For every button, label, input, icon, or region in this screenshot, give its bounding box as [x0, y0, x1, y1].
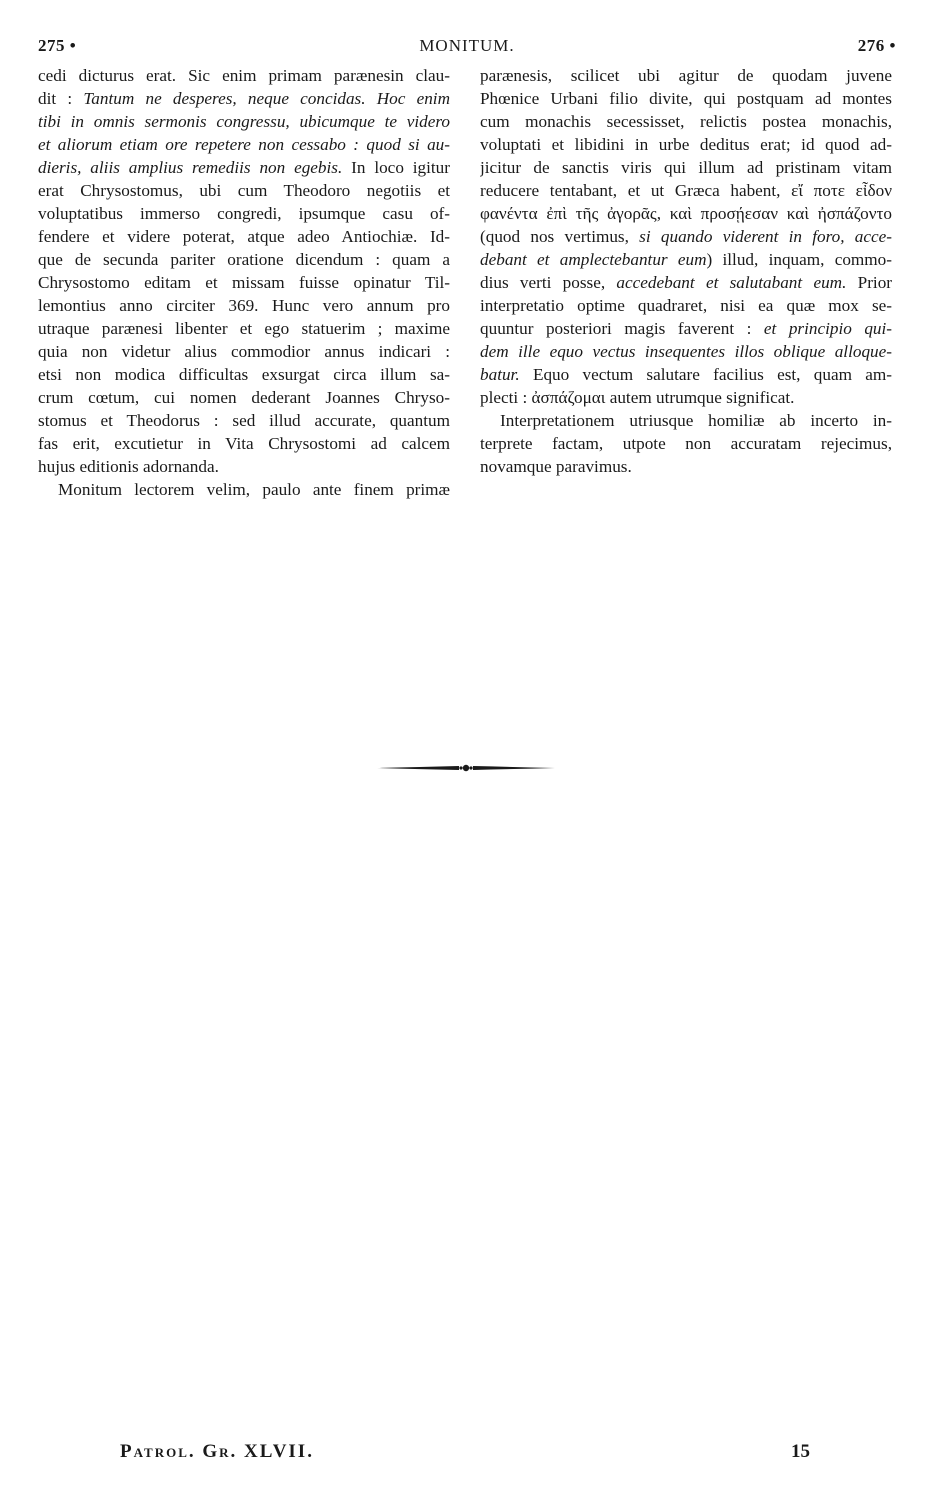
text-line: hujus editionis adornanda. — [38, 457, 219, 476]
text-line: plecti : ἀσπάζομαι autem utrumque significat. — [480, 388, 795, 407]
text-line: stomus et Theodorus : sed illud accurate, quantum — [38, 411, 450, 430]
text-line: debant et amplectebantur eum) illud, inquam, commo- — [480, 250, 892, 269]
text-line: φανέντα ἐπὶ τῆς ἀγορᾶς, καὶ προσῄεσαν καὶ ἠσπάζοντο — [480, 204, 892, 223]
text-line: Chrysostomo editam et missam fuisse opinatur Til- — [38, 273, 450, 292]
text-line: lemontius anno circiter 369. Hunc vero annum pro — [38, 296, 450, 315]
left-text-column — [38, 64, 450, 501]
text-line: cum monachis secessisset, relictis postea monachis, — [480, 112, 892, 131]
left-page-number: 275 • — [38, 36, 77, 55]
text-line: batur. Equo vectum salutare facilius est, quam am- — [480, 365, 892, 384]
text-line: (quod nos vertimus, si quando viderent in foro, acce- — [480, 227, 892, 246]
text-line: dem ille equo vectus insequentes illos oblique alloque- — [480, 342, 892, 361]
text-line: terprete factam, utpote non accuratam rejecimus, — [480, 434, 892, 453]
text-line: cedi dicturus erat. Sic enim primam parænesin clau- — [38, 66, 450, 85]
text-line: fendere et videre poterat, atque adeo Antiochiæ. Id- — [38, 227, 450, 246]
text-line: dieris, aliis amplius remediis non egebis. In loco igitur — [38, 158, 450, 177]
text-line: reducere tentabant, et ut Græca habent, εἴ ποτε εἶδον — [480, 181, 892, 200]
text-line: fas erit, excutietur in Vita Chrysostomi ad calcem — [38, 434, 450, 453]
text-line: interpretatio optime quadraret, nisi ea quæ mox se- — [480, 296, 892, 315]
text-line: Monitum lectorem velim, paulo ante finem primæ — [58, 480, 450, 499]
right-text-column — [480, 64, 892, 478]
text-line: erat Chrysostomus, ubi cum Theodoro negotiis et — [38, 181, 450, 200]
text-line: et aliorum etiam ore repetere non cessabo : quod si au- — [38, 135, 450, 154]
text-line: utraque parænesi libenter et ego statuerim ; maxime — [38, 319, 450, 338]
volume-signature: Patrol. Gr. XLVII. — [120, 1441, 314, 1462]
page-footer — [120, 1441, 810, 1467]
text-line: etsi non modica difficultas exsurgat circa illum sa- — [38, 365, 450, 384]
text-line: dius verti posse, accedebant et salutabant eum. Prior — [480, 273, 892, 292]
text-line: voluptatibus immerso congredi, ipsumque casu of- — [38, 204, 450, 223]
running-head — [38, 36, 896, 58]
text-line: Interpretationem utriusque homiliæ ab incerto in- — [500, 411, 892, 430]
page-title: MONITUM. — [419, 36, 515, 55]
text-line: quia non videtur alius commodior annus indicari : — [38, 342, 450, 361]
text-line: crum cœtum, cui nomen dederant Joannes Chryso- — [38, 388, 450, 407]
text-line: novamque paravimus. — [480, 457, 632, 476]
text-line: parænesis, scilicet ubi agitur de quodam juvene — [480, 66, 892, 85]
text-line: tibi in omnis sermonis congressu, ubicumque te videro — [38, 112, 450, 131]
signature-number: 15 — [791, 1441, 810, 1462]
text-line: jicitur de sanctis viris qui illum ad pristinam vitam — [480, 158, 892, 177]
text-line: quuntur posteriori magis faverent : et principio qui- — [480, 319, 892, 338]
text-line: que de secunda pariter oratione dicendum : quam a — [38, 250, 450, 269]
right-page-number: 276 • — [857, 36, 896, 55]
text-line: voluptati et libidini in urbe deditus erat; id quod ad- — [480, 135, 892, 154]
text-line: Phœnice Urbani filio divite, qui postquam ad montes — [480, 89, 892, 108]
text-line: dit : Tantum ne desperes, neque concidas. Hoc enim — [38, 89, 450, 108]
ornament-rule — [377, 763, 555, 773]
